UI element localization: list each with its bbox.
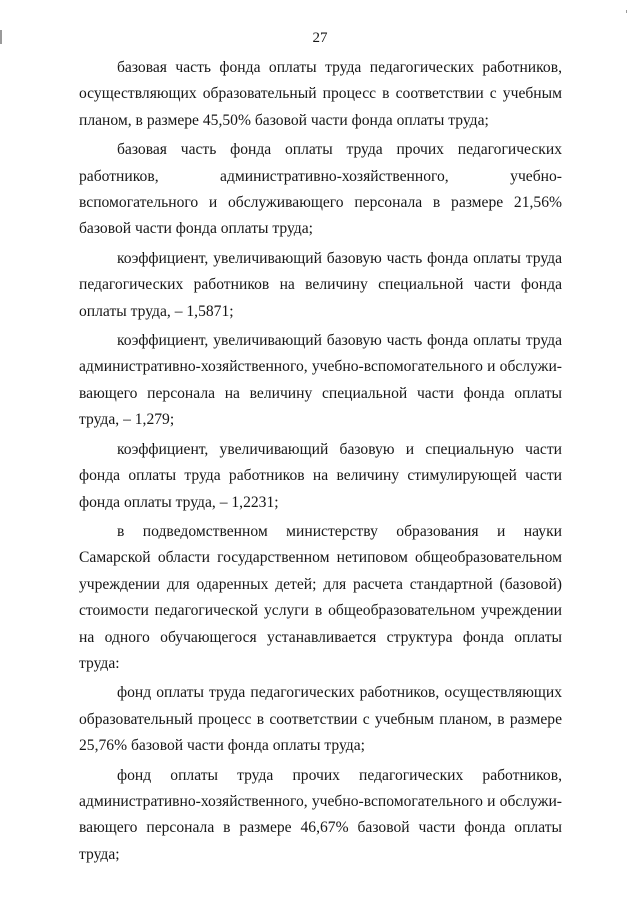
paragraph: коэффициент, увеличивающий базовую часть фонда оплаты труда административно-хозяйственного, учебно-вспомогательного и обслуживающего персонала на величину специальной части фонда оплаты труда, – 1,279; (79, 332, 562, 429)
paragraph: коэффициент, увеличивающий базовую часть фонда оплаты труда педагогических работников на величину специальной части фонда оплаты труда, – 1,5871; (79, 249, 562, 320)
paragraph: в подведомственном министерству образования и науки Самарской области государственном нетиповом общеобразовательном учреждении для одаренных детей; для расчета стандартной (базовой) стоимости педагогической услуги в общеобразовательном учреждении на одного обучающегося устанавливается структура фонда оплаты труда: (79, 522, 562, 672)
paragraph: коэффициент, увеличивающий базовую и специальную части фонда оплаты труда работников на величину стимулирующей части фонда оплаты труда, – 1,2231; (79, 440, 562, 511)
paragraph: фонд оплаты труда педагогических работников, осуществляющих образовательный процесс в соответствии с учебным планом, в размере 25,76% базовой части фонда оплаты труда; (79, 684, 562, 755)
paragraph: фонд оплаты труда прочих педагогических работников, административно-хозяйственного, учебно-вспомогательного и обслуживающего персонала в размере 46,67% базовой части фонда оплаты труда; (79, 766, 562, 863)
scan-edge-mark-right (626, 10, 627, 13)
paragraph: базовая часть фонда оплаты труда прочих педагогических работников, административно-хозяйственного, учебно-вспомогательного и обслуживающего персонала в размере 21,56% базовой части фонда оплаты труда; (79, 141, 562, 238)
page-body (79, 55, 562, 871)
paragraph: базовая часть фонда оплаты труда педагогических работников, осуществляющих образовательный процесс в соответствии с учебным планом, в размере 45,50% базовой части фонда оплаты труда; (79, 59, 562, 129)
page-number: 27 (312, 30, 328, 46)
